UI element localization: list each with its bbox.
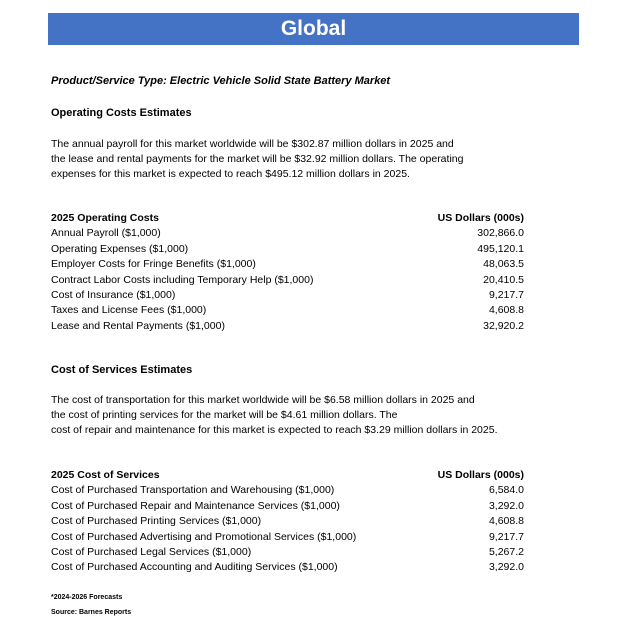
- table-row: [51, 514, 524, 529]
- row-value: 9,217.7: [488, 530, 524, 543]
- column-header-value: US Dollars (000s): [437, 469, 524, 481]
- row-value: 20,410.5: [483, 273, 524, 286]
- row-value: 4,608.8: [488, 515, 524, 528]
- operating-costs-table: [51, 211, 524, 334]
- row-label: Cost of Purchased Legal Services ($1,000): [51, 545, 252, 558]
- row-label: Lease and Rental Payments ($1,000): [51, 319, 225, 332]
- row-value: 3,292.0: [488, 561, 524, 574]
- cost-of-services-table: [51, 468, 524, 576]
- table-row: [51, 319, 524, 334]
- table-row: [51, 257, 524, 272]
- row-value: 3,292.0: [488, 499, 524, 512]
- table-row: [51, 303, 524, 318]
- row-value: 48,063.5: [483, 258, 524, 271]
- row-label: Cost of Purchased Advertising and Promotional Services ($1,000): [51, 530, 357, 543]
- column-header-value: US Dollars (000s): [437, 212, 524, 224]
- page-title-banner: [48, 13, 579, 45]
- table-row: [51, 560, 524, 575]
- row-label: Cost of Insurance ($1,000): [51, 288, 176, 301]
- table-row: [51, 288, 524, 303]
- page-title: Global: [280, 17, 347, 40]
- table-row: [51, 242, 524, 257]
- row-label: Taxes and License Fees ($1,000): [51, 304, 207, 317]
- row-value: 302,866.0: [477, 227, 524, 240]
- row-label: Cost of Purchased Accounting and Auditing Services ($1,000): [51, 561, 338, 574]
- row-value: 32,920.2: [483, 319, 524, 332]
- table-header: [51, 211, 524, 226]
- operating-costs-heading: Operating Costs Estimates: [51, 107, 192, 119]
- row-value: 4,608.8: [488, 304, 524, 317]
- row-label: Cost of Purchased Repair and Maintenance Services ($1,000): [51, 499, 340, 512]
- row-label: Contract Labor Costs including Temporary Help ($1,000): [51, 273, 314, 286]
- paragraph-line: the cost of printing services for the market will be $4.61 million dollars. The: [51, 409, 398, 421]
- table-row: [51, 499, 524, 514]
- product-type: Product/Service Type: Electric Vehicle Solid State Battery Market: [51, 75, 391, 87]
- table-row: [51, 483, 524, 498]
- column-header-label: 2025 Cost of Services: [51, 469, 160, 481]
- paragraph-line: The annual payroll for this market worldwide will be $302.87 million dollars in 2025 and: [51, 138, 454, 150]
- table-header: [51, 468, 524, 483]
- row-value: 9,217.7: [488, 288, 524, 301]
- operating-costs-paragraph: [51, 137, 463, 182]
- source-footnote: Source: Barnes Reports: [51, 609, 132, 616]
- table-row: [51, 273, 524, 288]
- row-label: Cost of Purchased Printing Services ($1,000): [51, 515, 262, 528]
- forecast-footnote: *2024-2026 Forecasts: [51, 594, 123, 601]
- paragraph-line: cost of repair and maintenance for this market is expected to reach $3.29 million dollars in 2025.: [51, 424, 498, 436]
- paragraph-line: expenses for this market is expected to reach $495.12 million dollars in 2025.: [51, 168, 410, 180]
- row-label: Cost of Purchased Transportation and Warehousing ($1,000): [51, 484, 335, 497]
- table-row: [51, 545, 524, 560]
- row-label: Annual Payroll ($1,000): [51, 227, 161, 240]
- table-row: [51, 530, 524, 545]
- row-value: 495,120.1: [477, 242, 524, 255]
- column-header-label: 2025 Operating Costs: [51, 212, 159, 224]
- cost-of-services-heading: Cost of Services Estimates: [51, 364, 193, 376]
- row-label: Operating Expenses ($1,000): [51, 242, 189, 255]
- row-label: Employer Costs for Fringe Benefits ($1,000): [51, 258, 256, 271]
- cost-of-services-paragraph: [51, 393, 498, 438]
- paragraph-line: the lease and rental payments for the market will be $32.92 million dollars. The operating: [51, 153, 464, 165]
- row-value: 6,584.0: [488, 484, 524, 497]
- paragraph-line: The cost of transportation for this market worldwide will be $6.58 million dollars in 2025 and: [51, 394, 475, 406]
- table-row: [51, 226, 524, 241]
- row-value: 5,267.2: [488, 545, 524, 558]
